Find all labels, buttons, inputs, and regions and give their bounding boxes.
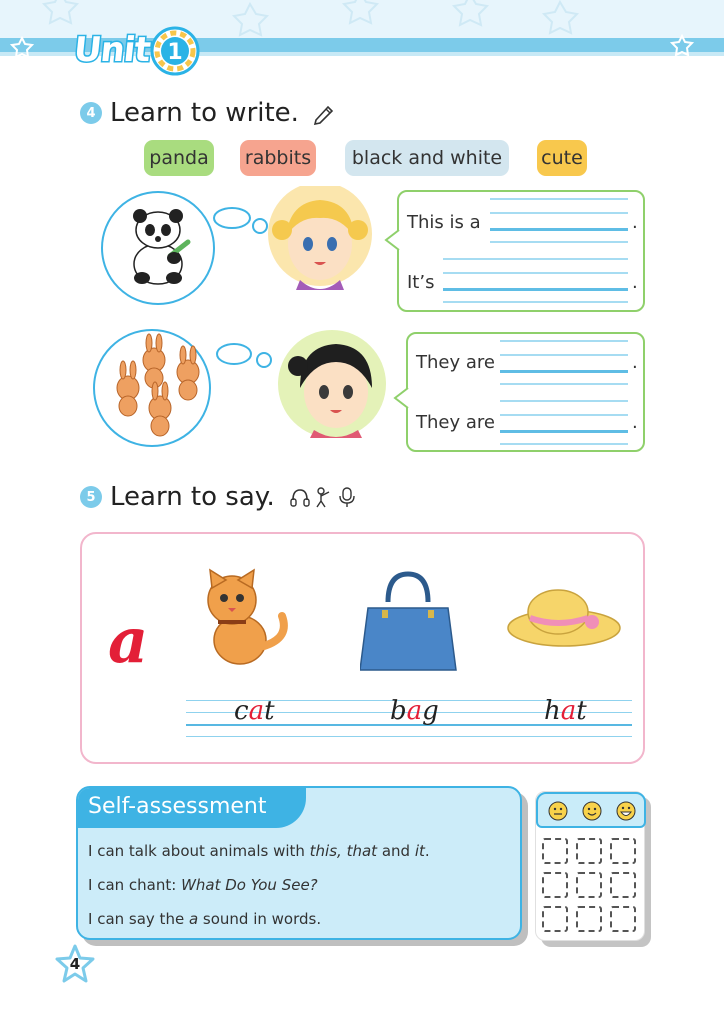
self-assessment-box (76, 786, 522, 940)
assessment-statement-3: I can say the a sound in words. (88, 910, 322, 928)
rating-checkbox[interactable] (542, 906, 568, 932)
smiling-face-icon (582, 801, 602, 821)
assessment-statement-1: I can talk about animals with this, that and it. (88, 842, 430, 860)
sentence-prompt: They are (416, 412, 495, 433)
section-4-heading (80, 98, 337, 128)
pencil-icon (311, 101, 337, 125)
rating-checkbox[interactable] (576, 838, 602, 864)
section-title: Learn to write. (110, 98, 299, 128)
microphone-icon (337, 486, 357, 508)
neutral-face-icon (548, 801, 568, 821)
sentence-period: . (632, 412, 638, 433)
panda-thought-illustration (100, 186, 400, 316)
bubble-tail (384, 228, 400, 252)
word-chip-panda[interactable]: panda (144, 140, 214, 176)
sentence-period: . (632, 272, 638, 293)
assessment-statement-2: I can chant: What Do You See? (88, 876, 318, 894)
rating-faces-row (536, 792, 646, 828)
star-outline-icon (8, 36, 38, 58)
sentence-period: . (632, 352, 638, 373)
rating-checkbox[interactable] (610, 838, 636, 864)
rating-checkbox[interactable] (542, 872, 568, 898)
writing-line[interactable] (500, 400, 628, 444)
pointing-person-icon (313, 486, 335, 508)
handwriting-line (186, 736, 632, 737)
rating-checkbox[interactable] (576, 872, 602, 898)
headphones-icon (289, 486, 311, 508)
word-chip-black-and-white[interactable]: black and white (345, 140, 509, 176)
writing-line[interactable] (500, 340, 628, 384)
rating-checkbox[interactable] (542, 838, 568, 864)
cat-icon (186, 568, 306, 668)
word-hat: hat (544, 696, 587, 726)
rating-checkbox[interactable] (610, 906, 636, 932)
section-5-heading (80, 482, 357, 512)
bag-icon (360, 568, 460, 672)
word-cat: cat (234, 696, 275, 726)
section-number: 5 (80, 486, 102, 508)
unit-number-circle (150, 26, 200, 76)
word-bag: bag (390, 696, 439, 726)
unit-badge (64, 20, 214, 82)
target-letter: a (108, 604, 149, 677)
grinning-face-icon (616, 801, 636, 821)
bubble-tail (393, 386, 409, 410)
word-chip-cute[interactable]: cute (537, 140, 587, 176)
unit-number: 1 (167, 40, 183, 65)
hat-icon (506, 584, 622, 650)
self-assessment-tab (78, 788, 306, 828)
sentence-period: . (632, 212, 638, 233)
sentence-prompt: It’s (407, 272, 435, 293)
section-title: Learn to say. (110, 482, 275, 512)
sentence-prompt: This is a (407, 212, 481, 233)
rating-checkbox[interactable] (576, 906, 602, 932)
star-outline-icon (670, 34, 694, 56)
rabbits-thought-illustration (92, 326, 402, 450)
section-number: 4 (80, 102, 102, 124)
learn-to-say-box (80, 532, 645, 764)
self-assessment-title: Self-assessment (88, 794, 267, 819)
sentence-prompt: They are (416, 352, 495, 373)
page-number: 4 (69, 955, 81, 973)
writing-line[interactable] (490, 198, 628, 242)
unit-word: Unit (71, 30, 152, 70)
writing-line[interactable] (443, 258, 628, 302)
rating-checkbox[interactable] (610, 872, 636, 898)
rating-grid (535, 791, 645, 941)
word-chip-rabbits[interactable]: rabbits (240, 140, 316, 176)
